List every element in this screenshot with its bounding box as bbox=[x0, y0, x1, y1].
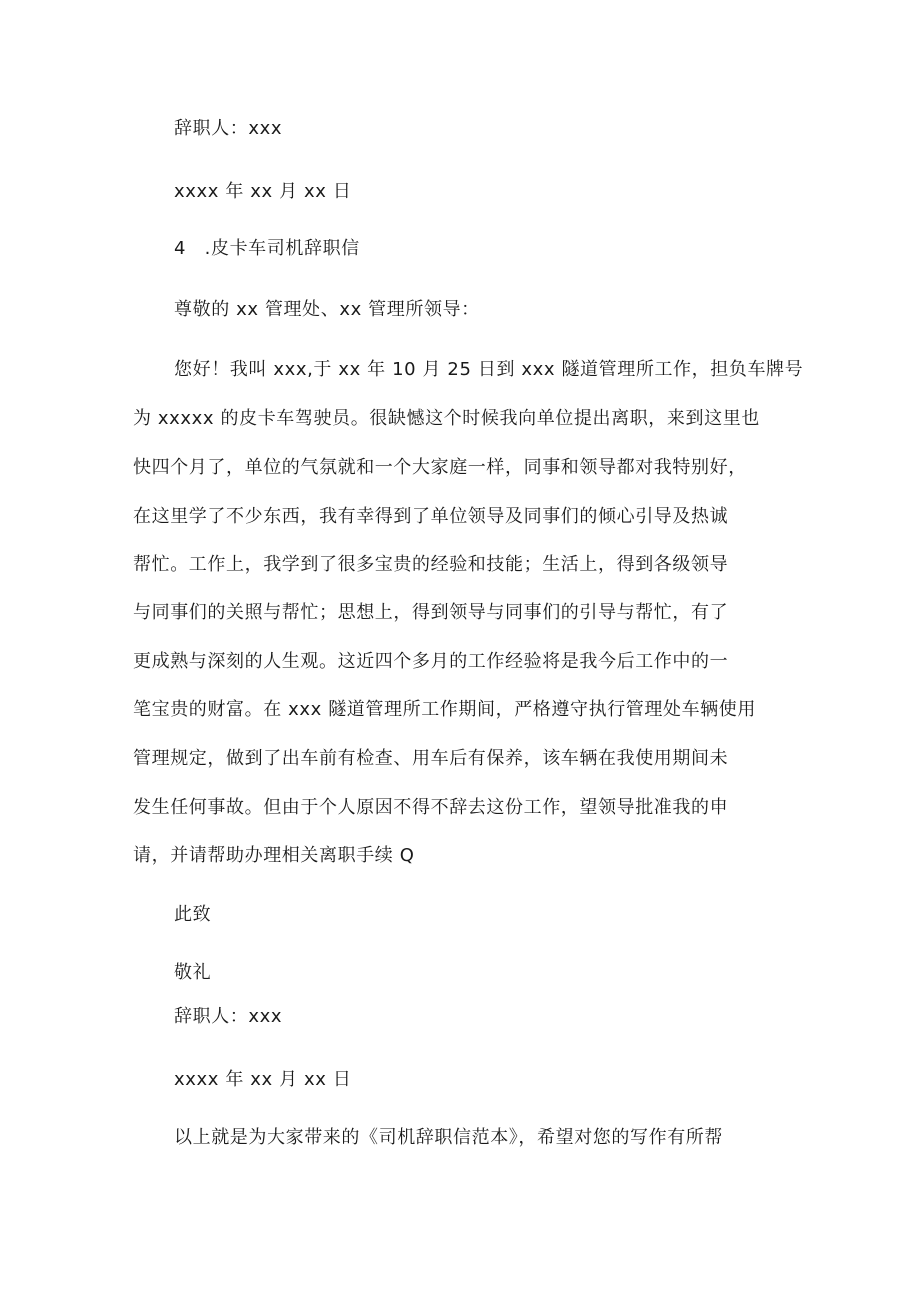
body-line: 为 xxxxx 的皮卡车驾驶员。很缺憾这个时候我向单位提出离职，来到这里也 bbox=[133, 408, 760, 429]
closing-resigner-line: 辞职人：xxx bbox=[174, 1006, 283, 1027]
body-line: 发生任何事故。但由于个人原因不得不辞去这份工作，望领导批准我的申 bbox=[133, 797, 729, 818]
section-heading: 4 .皮卡车司机辞职信 bbox=[174, 238, 360, 259]
body-line: 更成熟与深刻的人生观。这近四个多月的工作经验将是我今后工作中的一 bbox=[133, 651, 729, 672]
body-line: 管理规定，做到了出车前有检查、用车后有保养，该车辆在我使用期间未 bbox=[133, 748, 729, 769]
closing-date-line: xxxx 年 xx 月 xx 日 bbox=[174, 1069, 352, 1090]
body-line: 快四个月了，单位的气氛就和一个大家庭一样，同事和领导都对我特别好， bbox=[133, 457, 747, 478]
body-line: 在这里学了不少东西，我有幸得到了单位领导及同事们的倾心引导及热诚 bbox=[133, 506, 729, 527]
body-line: 笔宝贵的财富。在 xxx 隧道管理所工作期间，严格遵守执行管理处车辆使用 bbox=[133, 699, 756, 720]
body-line: 您好！我叫 xxx,于 xx 年 10 月 25 日到 xxx 隧道管理所工作，担负车牌号 bbox=[174, 359, 804, 380]
closing-ci-zhi: 此致 bbox=[174, 904, 212, 925]
closing-jing-li: 敬礼 bbox=[174, 962, 212, 983]
footer-text: 以上就是为大家带来的《司机辞职信范本》，希望对您的写作有所帮 bbox=[174, 1127, 723, 1148]
body-line: 帮忙。工作上，我学到了很多宝贵的经验和技能；生活上，得到各级领导 bbox=[133, 554, 729, 575]
body-line: 与同事们的关照与帮忙；思想上，得到领导与同事们的引导与帮忙，有了 bbox=[133, 602, 729, 623]
salutation: 尊敬的 xx 管理处、xx 管理所领导： bbox=[174, 299, 480, 320]
top-resigner-line: 辞职人：xxx bbox=[174, 118, 283, 139]
top-date-line: xxxx 年 xx 月 xx 日 bbox=[174, 181, 352, 202]
body-line: 请，并请帮助办理相关离职手续 Q bbox=[133, 845, 415, 866]
